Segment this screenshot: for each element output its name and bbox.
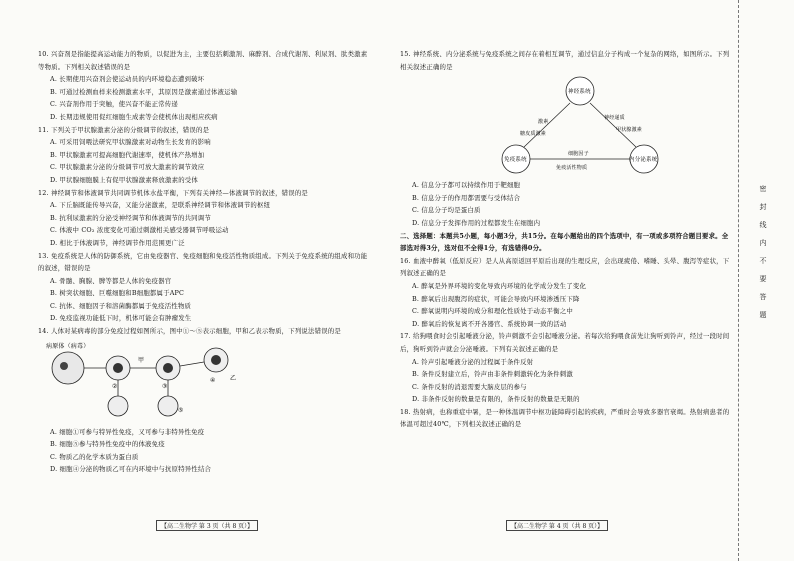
section-2-heading: 二、选择题：本题共5小题，每小题3分，共15分。在每小题给出的四个选项中，有一项或多项符合题目要求。全部选对得3分，选对但不全得1分，有选错得0分。 — [400, 231, 729, 253]
page-4-footer: 【高二生物学 第 4 页（共 8 页）】 — [506, 520, 608, 531]
question-18-stem: 18. 热射病，也称重症中暑，是一种体温调节中枢功能障碍引起的疾病，严重时会导致多器官衰竭。热射病患者的体温可超过40℃，下列相关叙述正确的是 — [400, 407, 730, 429]
binding-line — [738, 0, 740, 561]
question-12 — [38, 187, 368, 250]
question-15-stem: 15. 神经系统、内分泌系统与免疫系统之间存在着相互调节，通过信息分子构成一个复杂的网络，如图所示。下列相关叙述正确的是 — [400, 50, 730, 71]
question-18 — [400, 406, 730, 431]
cell-antigen-presenting — [52, 352, 84, 384]
label-hormone: 激素 — [538, 119, 549, 126]
question-16-option-b: B. 醉氧后出现腹泻的症状，可能会导致内环境渗透压下降 — [412, 294, 580, 303]
cell-6 — [158, 396, 178, 416]
edge-nervous-immune — [524, 103, 570, 147]
cell-nucleus — [60, 362, 68, 370]
question-10 — [38, 48, 368, 124]
label-glucocorticoid: 糖皮质激素 — [520, 131, 547, 138]
question-15-option-d: D. 信息分子发挥作用的过程都发生在细胞内 — [412, 218, 541, 227]
question-16 — [400, 255, 730, 331]
question-10-option-a: A. 长期使用兴奋剂会使运动员的内环境稳态遭到破坏 — [50, 75, 205, 84]
label-endocrine: 内分泌系统 — [629, 157, 658, 164]
question-14-option-b: B. 细胞⑤参与特异性免疫中的体液免疫 — [50, 440, 165, 449]
label-5: ⑤ — [178, 406, 184, 414]
question-14-option-d: D. 细胞④分泌的物质乙可在内环境中与抗原特异性结合 — [50, 465, 212, 474]
question-12-option-a: A. 下丘脑既能传导兴奋，又能分泌激素，是联系神经调节和体液调节的枢纽 — [50, 201, 271, 210]
label-nervous: 神经系统 — [568, 89, 591, 96]
question-14-option-c: C. 物质乙的化学本质为蛋白质 — [50, 452, 139, 461]
question-17-option-b: B. 条件反射建立后，铃声由非条件刺激转化为条件刺激 — [412, 370, 573, 379]
question-17-stem: 17. 给狗喂食时会引起唾液分泌，铃声刺激不会引起唾液分泌。若每次给狗喂食前先让狗听到铃声，经过一段时间后，狗听到铃声就会分泌唾液。下列有关叙述正确的是 — [400, 332, 730, 353]
question-15-option-a: A. 信息分子都可以持续作用于靶细胞 — [412, 181, 521, 190]
question-14-option-a: A. 细胞①可参与特异性免疫，又可参与非特异性免疫 — [50, 427, 205, 436]
question-17-option-c: C. 条件反射的消退需要大脑皮层的参与 — [412, 382, 527, 391]
question-10-stem: 10. 兴奋剂是指能提高运动能力的物质，以促进为主，主要包括刺激剂、麻醉剂、合成代谢剂、利尿剂、肽类激素等物质。下列相关叙述错误的是 — [38, 50, 368, 71]
seal-char-3: 线 — [759, 221, 767, 229]
question-10-option-c: C. 兴奋剂作用于突触，使兴奋不能正常传递 — [50, 100, 178, 109]
seal-char-5: 不 — [759, 257, 767, 265]
label-4: ④ — [210, 376, 216, 384]
label-pathogen: 病原体（病毒） — [46, 342, 90, 350]
seal-char-8: 题 — [759, 311, 767, 319]
seal-char-4: 内 — [759, 239, 767, 247]
regulation-network-diagram — [400, 75, 730, 175]
question-15-option-b: B. 信息分子的作用都需要与受体结合 — [412, 193, 521, 202]
seal-char-7: 答 — [759, 293, 767, 301]
seal-char-6: 要 — [759, 275, 767, 283]
label-jia: 甲 — [138, 356, 145, 364]
question-12-option-d: D. 相比于体液调节，神经调节作用范围更广泛 — [50, 238, 185, 247]
page-4-column — [400, 48, 730, 431]
label-immune: 免疫系统 — [504, 157, 527, 164]
label-2: ② — [112, 382, 118, 390]
cell-5 — [108, 396, 128, 416]
arrow-3 — [180, 362, 204, 366]
question-11-option-c: C. 甲状腺激素分泌的分级调节可放大激素的调节效应 — [50, 163, 205, 172]
question-13-option-c: C. 抗体、细胞因子和溶菌酶都属于免疫活性物质 — [50, 301, 192, 310]
question-11-option-b: B. 甲状腺激素可提高细胞代谢速率，使机体产热增加 — [50, 150, 205, 159]
immune-process-svg — [38, 340, 248, 422]
question-17 — [400, 330, 730, 406]
cell-3-nucleus — [163, 363, 173, 373]
question-14-stem: 14. 人体对某病毒的部分免疫过程如图所示，图中①～⑤表示细胞，甲和乙表示物质，下列说法错误的是 — [38, 327, 341, 336]
question-13-option-d: D. 免疫监视功能低下时，机体可能会有肿瘤发生 — [50, 314, 192, 323]
question-12-stem: 12. 神经调节和体液调节共同调节机体水盐平衡，下列有关神经—体液调节的叙述，错误的是 — [38, 188, 309, 197]
question-11 — [38, 124, 368, 187]
question-11-option-a: A. 可采用饲喂法研究甲状腺激素对动物生长发育的影响 — [50, 138, 211, 147]
question-11-stem: 11. 下列关于甲状腺激素分泌的分级调节的叙述，错误的是 — [38, 125, 210, 134]
seal-char-1: 密 — [759, 185, 767, 193]
question-15-option-c: C. 信息分子均是蛋白质 — [412, 206, 481, 215]
label-thyroid: 甲状腺激素 — [616, 127, 643, 134]
question-16-option-c: C. 醉氧说明内环境的成分和理化性质处于动态平衡之中 — [412, 307, 573, 316]
label-neurotransmitter: 神经递质 — [604, 115, 625, 122]
cell-2-nucleus — [113, 363, 123, 373]
cell-4-nucleus — [211, 355, 221, 365]
question-16-option-d: D. 醉氧后的恢复离不开各器官、系统协调一致的活动 — [412, 319, 567, 328]
question-11-option-d: D. 甲状腺细胞膜上有促甲状腺激素释放激素的受体 — [50, 175, 198, 184]
label-3: ③ — [162, 382, 168, 390]
question-10-option-b: B. 可通过检测血样来检测激素水平，其原因是激素通过体液运输 — [50, 87, 238, 96]
question-15 — [400, 48, 730, 230]
question-14 — [38, 325, 368, 476]
question-16-stem: 16. 血液中醉氧（低原反应）是人从高原返回平原后出现的生理反应，会出现疲倦、嗜睡、头晕、腹泻等症状，下列叙述正确的是 — [400, 256, 730, 278]
immune-process-diagram — [38, 340, 368, 422]
question-13-option-b: B. 树突状细胞、巨噬细胞和B细胞都属于APC — [50, 289, 185, 298]
seal-char-2: 封 — [759, 203, 767, 211]
question-13-stem: 13. 免疫系统是人体的防御系统，它由免疫器官、免疫细胞和免疫活性物质组成。下列关于免疫系统的组成和功能的叙述，错误的是 — [38, 251, 368, 273]
page-3-footer: 【高二生物学 第 3 页（共 8 页）】 — [156, 520, 258, 531]
question-13 — [38, 250, 368, 326]
label-cytokine: 细胞因子 — [568, 151, 589, 158]
question-12-option-b: B. 抗利尿激素的分泌受神经调节和体液调节的共同调节 — [50, 213, 211, 222]
question-17-option-d: D. 非条件反射的数量是有限的，条件反射的数量是无限的 — [412, 395, 580, 404]
question-10-option-d: D. 长期违规使用促红细胞生成素等会使机体出现相应疾病 — [50, 112, 218, 121]
question-17-option-a: A. 铃声引起唾液分泌的过程属于条件反射 — [412, 357, 534, 366]
regulation-network-svg — [480, 75, 680, 175]
question-13-option-a: A. 骨髓、胸腺、脾等都是人体的免疫器官 — [50, 276, 172, 285]
edge-nervous-endocrine — [590, 103, 636, 147]
question-12-option-c: C. 体液中 CO₂ 浓度变化可通过刺激相关感受器调节呼吸运动 — [50, 226, 229, 235]
page-3-column — [38, 48, 368, 476]
question-16-option-a: A. 醉氧是外界环境的变化导致内环境的化学成分发生了变化 — [412, 281, 587, 290]
seal-line-notice — [756, 180, 770, 324]
label-immune-active: 免疫活性物质 — [556, 165, 588, 172]
label-yi: 乙 — [230, 374, 237, 382]
